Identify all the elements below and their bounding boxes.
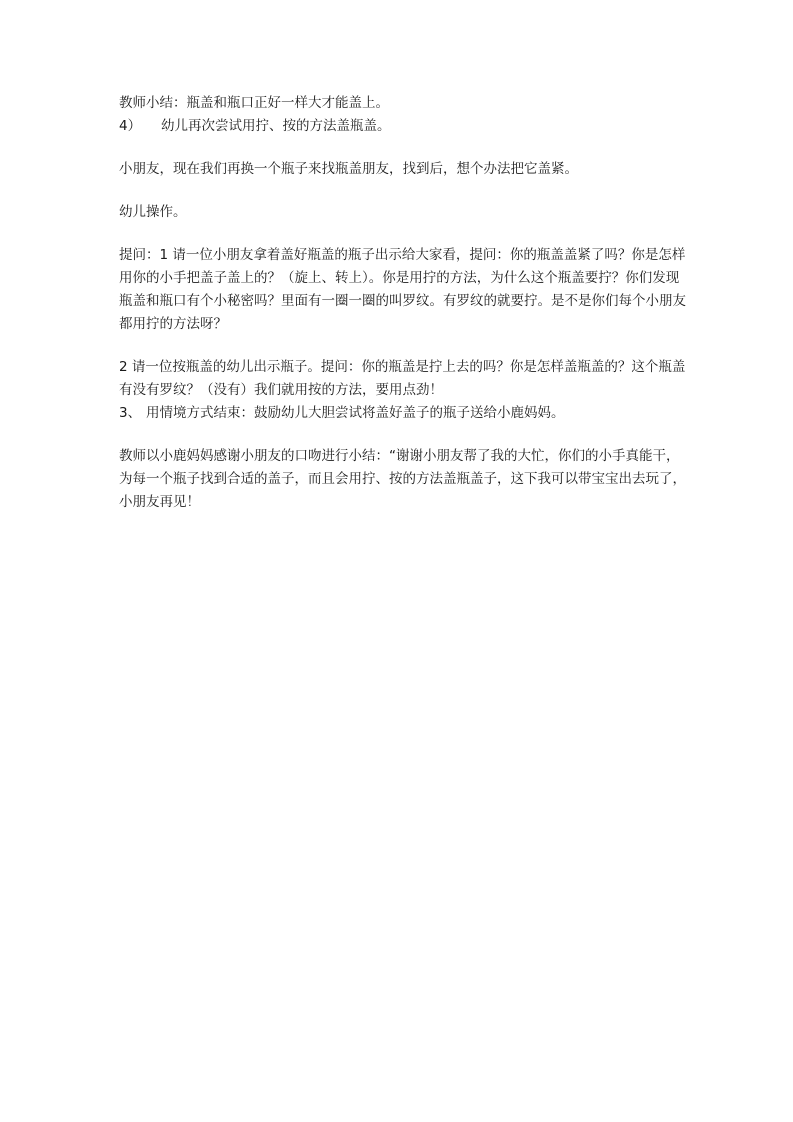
closing-summary-paragraph: 教师以小鹿妈妈感谢小朋友的口吻进行小结：“谢谢小朋友帮了我的大忙，你们的小手真能干，为每一个瓶子找到合适的盖子，而且会用拧、按的方法盖瓶盖子，这下我可以带宝宝出去玩了，小朋友再见！ <box>119 448 686 510</box>
instruction-paragraph: 小朋友，现在我们再换一个瓶子来找瓶盖朋友，找到后，想个办法把它盖紧。 <box>119 161 578 177</box>
document-body <box>119 92 689 514</box>
list-item-3 <box>119 402 689 425</box>
list-item-3-text: 用情境方式结束：鼓励幼儿大胆尝试将盖好盖子的瓶子送给小鹿妈妈。 <box>146 405 565 421</box>
question-two-paragraph: 2 请一位按瓶盖的幼儿出示瓶子。提问：你的瓶盖是拧上去的吗？你是怎样盖瓶盖的？这个瓶盖有没有罗纹？（没有）我们就用按的方法，要用点劲！ <box>119 359 686 398</box>
list-item-4 <box>119 115 689 138</box>
list-item-4-text: 幼儿再次尝试用拧、按的方法盖瓶盖。 <box>161 118 391 134</box>
teacher-summary-paragraph: 教师小结：瓶盖和瓶口正好一样大才能盖上。 <box>119 95 389 111</box>
list-item-3-number: 3、 <box>119 405 142 421</box>
question-one-paragraph: 提问：1 请一位小朋友拿着盖好瓶盖的瓶子出示给大家看，提问：你的瓶盖盖紧了吗？你是怎样用你的小手把盖子盖上的？（旋上、转上）。你是用拧的方法，为什么这个瓶盖要拧？你们发现瓶盖和瓶口有个小秘密吗？里面有一圈一圈的叫罗纹。有罗纹的就要拧。是不是你们每个小朋友都用拧的方法呀？ <box>119 247 686 332</box>
child-operation-paragraph: 幼儿操作。 <box>119 204 187 220</box>
list-item-4-number: 4） <box>119 118 142 134</box>
